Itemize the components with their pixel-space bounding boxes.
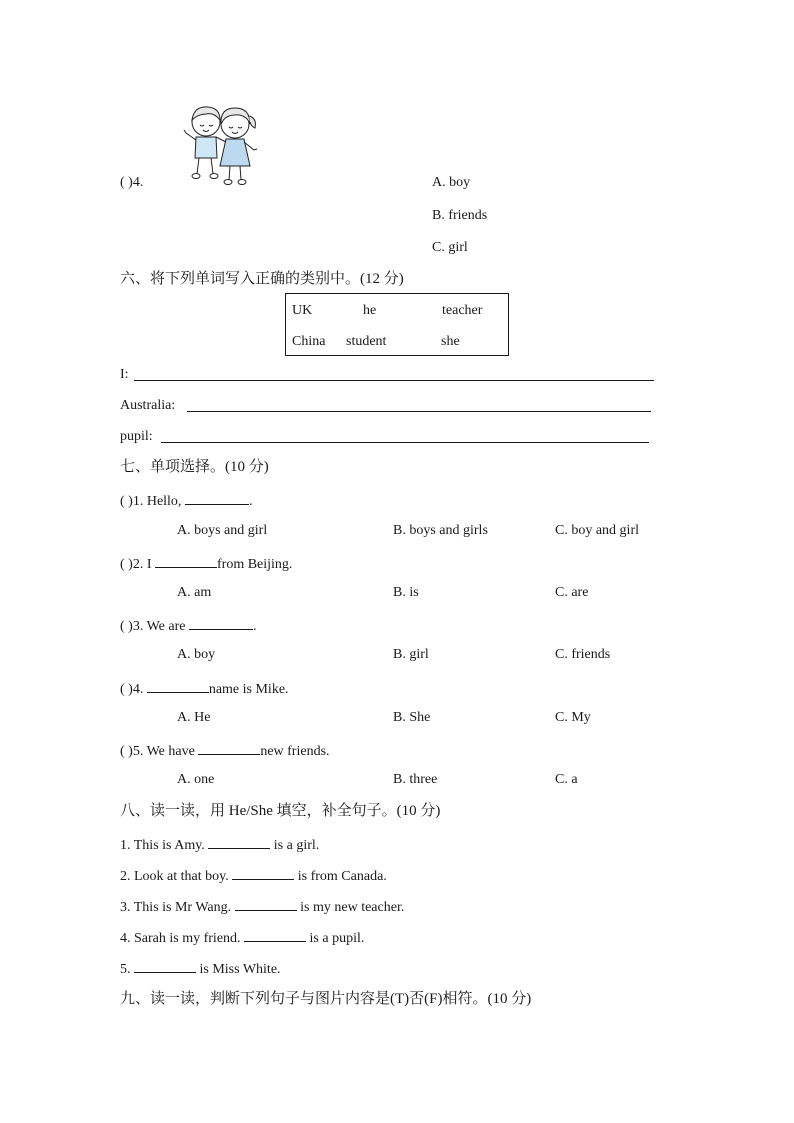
q4-option-b[interactable]: B. friends (432, 208, 488, 223)
s7-q1-blank[interactable] (185, 490, 249, 505)
s7-q3-option-a[interactable]: A. boy (177, 647, 216, 662)
s8-s1-post: is a girl. (273, 838, 320, 853)
s8-s4-pre: 4. Sarah is my friend. (120, 931, 241, 946)
boy-figure (184, 107, 220, 179)
category-line-australia[interactable] (187, 411, 651, 412)
s7-q1-pre: Hello, (146, 494, 182, 509)
word-item: teacher (442, 303, 483, 318)
s7-q5-option-b[interactable]: B. three (393, 772, 438, 787)
q4-option-a[interactable]: A. boy (432, 175, 471, 190)
s8-sentence-4 (120, 927, 364, 948)
s7-q5-bracket: ( )5. (120, 744, 144, 759)
s8-sentence-5 (120, 958, 281, 979)
s8-sentence-1 (120, 834, 319, 855)
s8-s3-post: is my new teacher. (300, 900, 405, 915)
s7-q1-bracket: ( )1. (120, 494, 144, 509)
s8-s4-blank[interactable] (244, 927, 306, 942)
word-item: UK (292, 303, 313, 318)
s8-s2-blank[interactable] (232, 865, 294, 880)
s7-q1-option-c[interactable]: C. boy and girl (555, 523, 639, 538)
s7-q3-bracket: ( )3. (120, 619, 144, 634)
s7-q4-option-c[interactable]: C. My (555, 710, 591, 725)
section6-heading: 六、将下列单词写入正确的类别中。(12 分) (120, 271, 404, 287)
s7-q5-post: new friends. (260, 744, 330, 759)
s7-q3-pre: We are (146, 619, 186, 634)
s7-q2-bracket: ( )2. (120, 557, 144, 572)
s8-s2-pre: 2. Look at that boy. (120, 869, 229, 884)
s7-q4-post: name is Mike. (208, 682, 289, 697)
s7-q1 (120, 490, 252, 511)
s7-q2-option-b[interactable]: B. is (393, 585, 419, 600)
s8-sentence-3 (120, 896, 404, 917)
s7-q2-option-c[interactable]: C. are (555, 585, 589, 600)
s7-q3-post: . (252, 619, 257, 634)
section7-heading: 七、单项选择。(10 分) (120, 459, 269, 475)
word-item: she (441, 334, 460, 349)
s7-q3-option-c[interactable]: C. friends (555, 647, 611, 662)
s7-q4-option-a[interactable]: A. He (177, 710, 211, 725)
s7-q2-blank[interactable] (155, 553, 217, 568)
s7-q4-blank[interactable] (147, 678, 209, 693)
s7-q4 (120, 678, 289, 699)
section8-heading: 八、读一读，用 He/She 填空，补全句子。(10 分) (120, 803, 441, 819)
word-item: student (346, 334, 387, 349)
category-label-pupil: pupil: (120, 429, 153, 444)
s7-q5 (120, 740, 330, 761)
s7-q2-pre: I (146, 557, 152, 572)
s7-q2-post: from Beijing. (217, 557, 293, 572)
s7-q1-option-a[interactable]: A. boys and girl (177, 523, 268, 538)
s8-s2-post: is from Canada. (297, 869, 387, 884)
q4-bracket: ( )4. (120, 175, 144, 190)
s8-s4-post: is a pupil. (309, 931, 365, 946)
category-line-i[interactable] (134, 380, 654, 381)
s7-q5-option-c[interactable]: C. a (555, 772, 578, 787)
s7-q5-pre: We have (146, 744, 195, 759)
word-item: he (363, 303, 377, 318)
section9-heading: 九、读一读，判断下列句子与图片内容是(T)否(F)相符。(10 分) (120, 991, 532, 1007)
s8-sentence-2 (120, 865, 387, 886)
word-item: China (292, 334, 326, 349)
girl-figure (216, 108, 257, 185)
q4-option-c[interactable]: C. girl (432, 240, 468, 255)
s8-s1-blank[interactable] (208, 834, 270, 849)
s7-q4-option-b[interactable]: B. She (393, 710, 431, 725)
s8-s5-blank[interactable] (134, 958, 196, 973)
s7-q5-option-a[interactable]: A. one (177, 772, 215, 787)
s8-s3-blank[interactable] (235, 896, 297, 911)
s7-q2 (120, 553, 292, 574)
s7-q4-bracket: ( )4. (120, 682, 144, 697)
word-box (285, 293, 509, 356)
s8-s1-pre: 1. This is Amy. (120, 838, 205, 853)
s7-q3 (120, 615, 256, 636)
s7-q3-blank[interactable] (189, 615, 253, 630)
category-label-australia: Australia: (120, 398, 176, 413)
s7-q1-option-b[interactable]: B. boys and girls (393, 523, 488, 538)
s8-s3-pre: 3. This is Mr Wang. (120, 900, 232, 915)
category-line-pupil[interactable] (161, 442, 649, 443)
category-label-i: I: (120, 367, 129, 382)
s8-s5-pre: 5. (120, 962, 131, 977)
boy-and-girl-friends-icon (180, 100, 262, 190)
s7-q5-blank[interactable] (198, 740, 260, 755)
s7-q1-post: . (248, 494, 253, 509)
s7-q2-option-a[interactable]: A. am (177, 585, 212, 600)
s7-q3-option-b[interactable]: B. girl (393, 647, 429, 662)
s8-s5-post: is Miss White. (199, 962, 281, 977)
